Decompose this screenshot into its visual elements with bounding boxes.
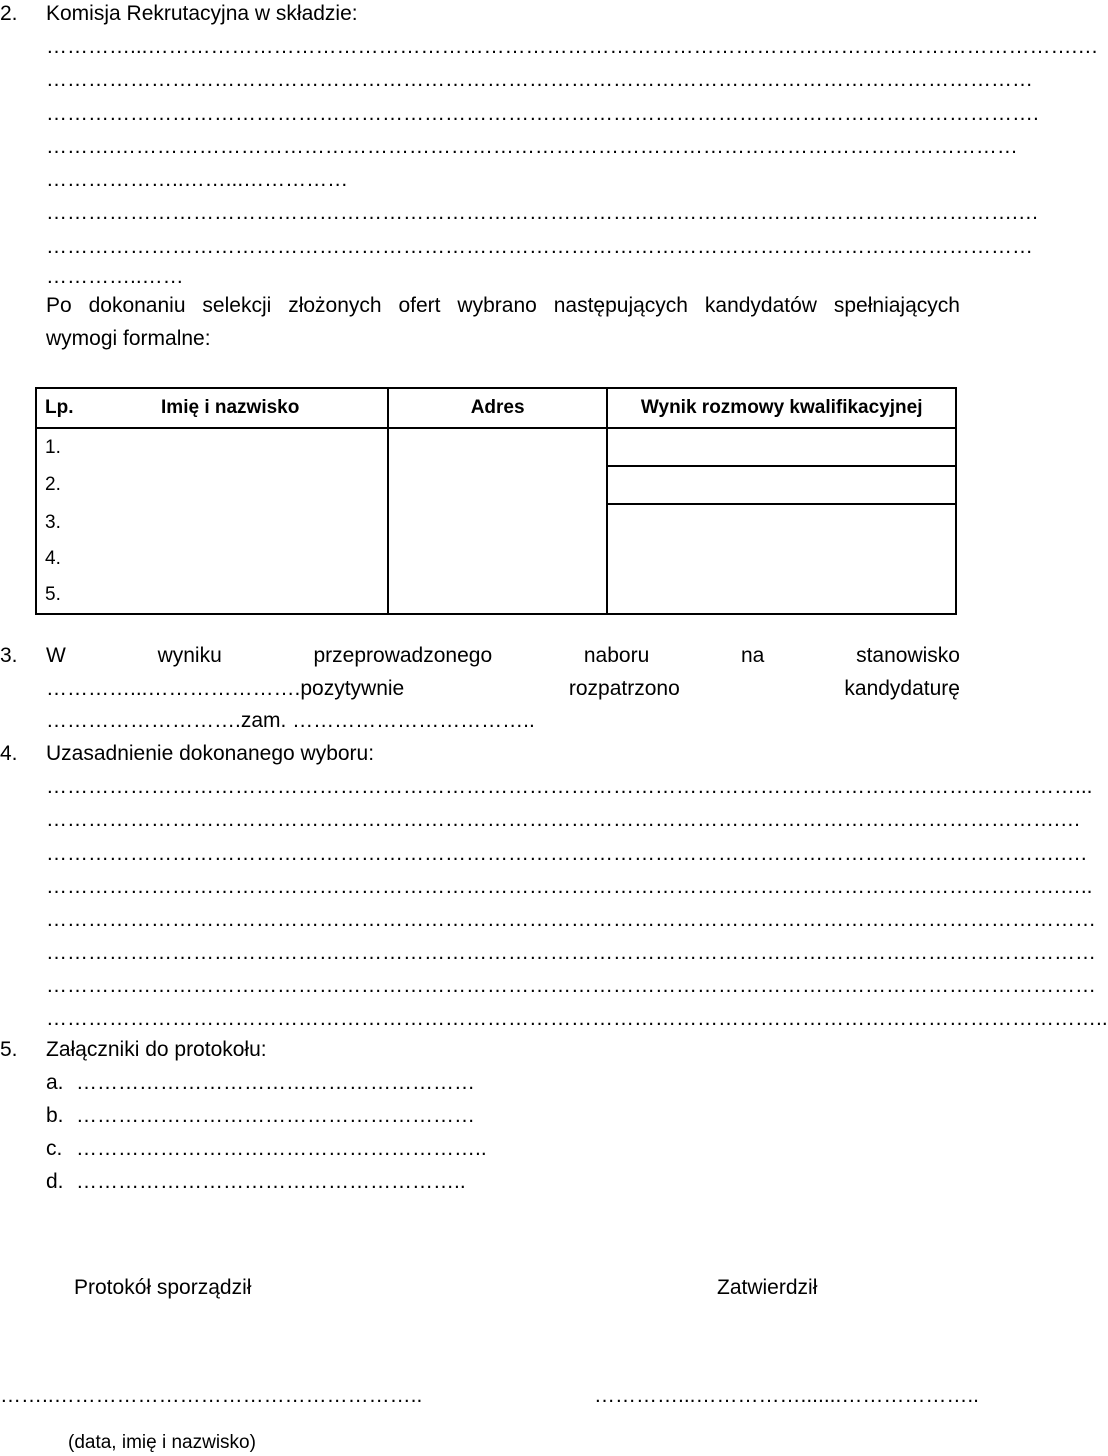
attachment-a-letter: a. [46, 1071, 64, 1094]
signature-left-line[interactable]: ……..…………………………………………….. [0, 1384, 423, 1407]
word: ofert [398, 294, 441, 317]
attachment-b-line[interactable]: ………………………………………………… [76, 1104, 475, 1127]
attachment-d-letter: d. [46, 1170, 64, 1193]
member-line-6[interactable]: ………………………………………………………………………………………………………………………….… [46, 201, 1039, 224]
section-3-line-2[interactable] [46, 678, 960, 699]
attachment-b-letter: b. [46, 1104, 64, 1127]
table-row [36, 504, 956, 541]
word: rozpatrzono [568, 677, 680, 700]
justification-line-3[interactable]: ……………………………………………………………………………………………………………………………….…. [46, 842, 1087, 865]
signature-caption: (data, imię i nazwisko) [68, 1432, 256, 1453]
row-result[interactable] [607, 541, 956, 577]
table-row [36, 428, 956, 466]
selection-text-line-1 [46, 295, 960, 316]
table-header-row [36, 388, 956, 428]
word: złożonych [288, 294, 382, 317]
attachment-a-line[interactable]: ………………………………………………… [76, 1071, 475, 1094]
justification-line-5[interactable]: …………………………………………………………………………………………………………………………………… [46, 908, 1096, 931]
row-address[interactable] [388, 577, 608, 614]
word: stanowisko [856, 644, 960, 667]
row-address[interactable] [388, 504, 608, 541]
section-3-number: 3. [0, 644, 18, 667]
word: selekcji [202, 294, 272, 317]
section-4-number: 4. [0, 742, 18, 765]
section-2-number: 2. [0, 2, 18, 25]
member-line-5[interactable]: ………………..……...…………… [46, 168, 349, 191]
member-line-4[interactable]: ……….………………………………………………………………………………………………………………… [46, 135, 1018, 158]
row-lp[interactable]: 5. [36, 577, 388, 614]
word: wyniku [157, 644, 222, 667]
table-row [36, 466, 956, 504]
header-lp: Lp. [36, 388, 113, 428]
word: naboru [583, 644, 650, 667]
row-lp[interactable]: 4. [36, 541, 388, 577]
member-line-8[interactable]: …………..…… [46, 265, 184, 288]
row-lp[interactable]: 1. [36, 428, 388, 466]
row-result[interactable] [607, 504, 956, 541]
row-address[interactable] [388, 428, 608, 466]
section-5-number: 5. [0, 1038, 18, 1061]
justification-line-4[interactable]: ……………………………………………………………………………………………………………………………….….. [46, 875, 1093, 898]
attachment-c-letter: c. [46, 1137, 63, 1160]
member-line-7[interactable]: …………………………………………………………………………………………………………………………… [46, 235, 1033, 258]
attachment-c-line[interactable]: ………………………………………………….. [76, 1137, 487, 1160]
attachment-d-line[interactable]: ……………………………………………….. [76, 1170, 466, 1193]
justification-line-2[interactable]: ……………………………………………………………………………………………………………………………….… [46, 808, 1081, 831]
section-5-heading: Załączniki do protokołu: [46, 1038, 267, 1061]
row-result[interactable] [607, 466, 956, 504]
section-2-heading: Komisja Rekrutacyjna w składzie: [46, 2, 358, 25]
row-result[interactable] [607, 577, 956, 614]
member-line-3[interactable]: ……………………………………………………………………………………………………………………………. [46, 102, 1039, 125]
header-result: Wynik rozmowy kwalifikacyjnej [607, 388, 956, 428]
table-row [36, 541, 956, 577]
section-3-line-3[interactable]: ……………………….zam. …………………………….. [46, 709, 535, 732]
word: kandydatów [704, 294, 817, 317]
member-line-2[interactable]: …………………………………………………………………………………………………………………………… [46, 68, 1033, 91]
row-address[interactable] [388, 466, 608, 504]
word: na [740, 644, 765, 667]
word: następujących [553, 294, 688, 317]
word: kandydaturę [844, 677, 960, 700]
candidates-table [35, 387, 957, 615]
word: spełniających [833, 294, 960, 317]
row-lp[interactable]: 2. [36, 466, 388, 504]
word: W [46, 644, 66, 667]
section-3-line-1 [46, 645, 960, 666]
row-result[interactable] [607, 428, 956, 466]
word: wybrano [457, 294, 537, 317]
word: przeprowadzonego [313, 644, 493, 667]
table-row [36, 577, 956, 614]
word: dokonaniu [88, 294, 186, 317]
row-lp[interactable]: 3. [36, 504, 388, 541]
header-name: Imię i nazwisko [113, 388, 388, 428]
signature-right-label: Zatwierdził [717, 1276, 818, 1299]
header-address: Adres [388, 388, 608, 428]
selection-text-line-2: wymogi formalne: [46, 327, 211, 350]
position-field[interactable]: …………...………………….pozytywnie [46, 677, 405, 700]
section-4-heading: Uzasadnienie dokonanego wyboru: [46, 742, 375, 765]
justification-line-6[interactable]: …………………………………………………………………………………………………………………………………… [46, 941, 1096, 964]
justification-line-1[interactable]: …………………………………………………………………………………………………………………………………... [46, 775, 1093, 798]
signature-right-line[interactable]: …………...…………….......……………….. [594, 1384, 980, 1407]
row-address[interactable] [388, 541, 608, 577]
word: Po [46, 294, 72, 317]
member-line-1[interactable]: …………...…………………………………………………………………………………………………………………….… [46, 35, 1099, 58]
justification-line-7[interactable]: …………………………………………………………………………………………………………………………………… [46, 974, 1096, 997]
justification-line-8[interactable]: …………………………………………………………………………………………………………………………………….. [46, 1007, 1108, 1030]
signature-left-label: Protokół sporządził [74, 1276, 252, 1299]
